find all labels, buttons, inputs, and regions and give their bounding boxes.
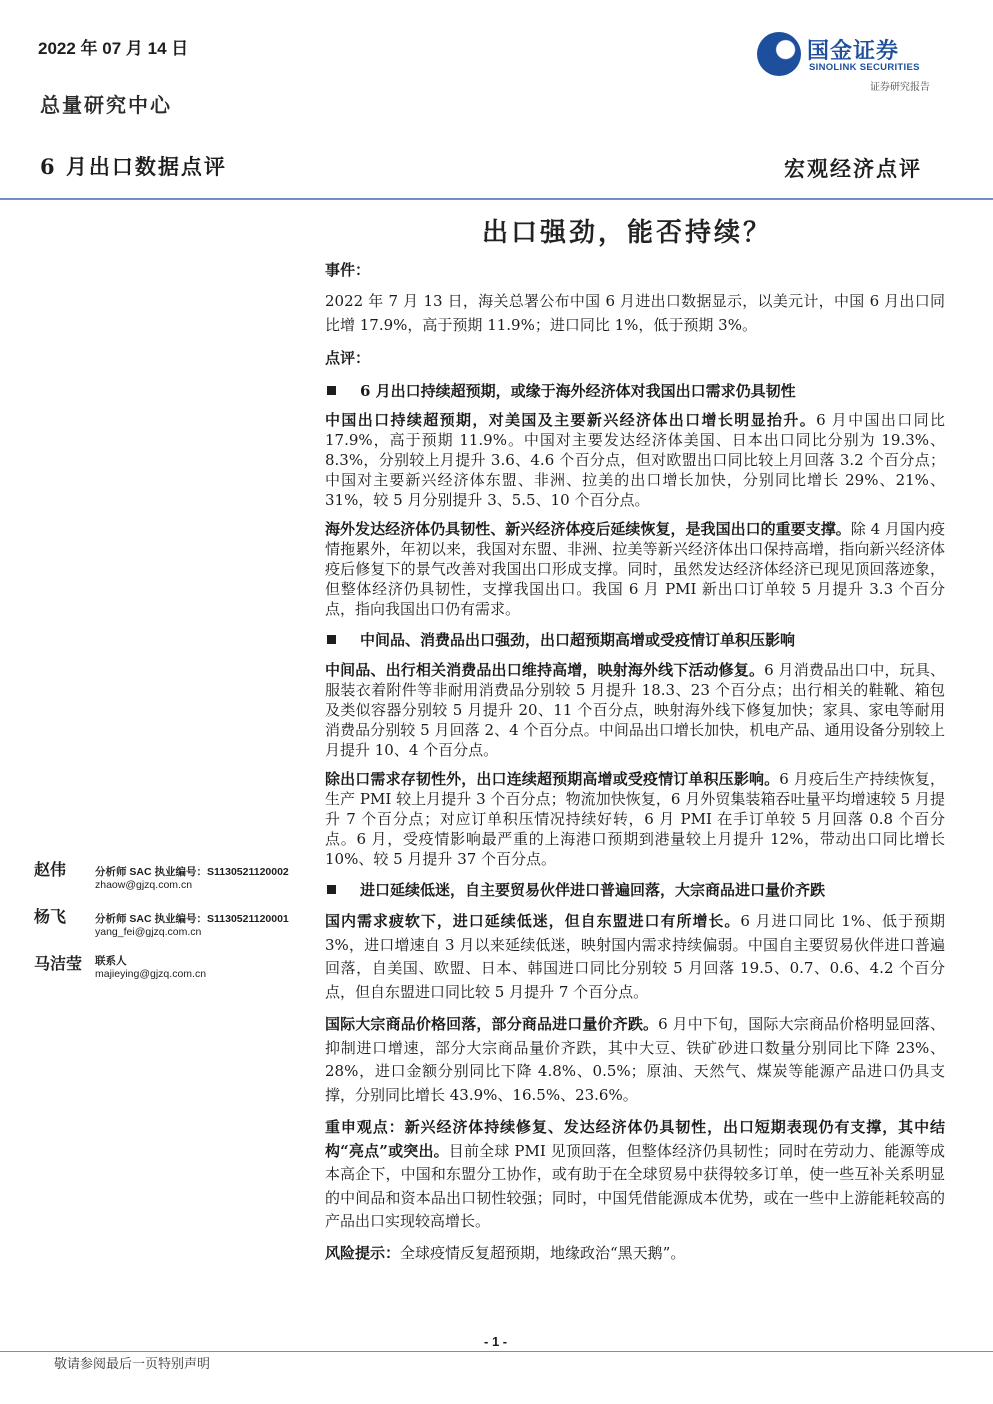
report-type: 证券研究报告 [870,82,930,93]
paragraph [325,1013,945,1107]
paragraph [325,519,945,619]
key-view-paragraph [325,1116,945,1234]
risk-text: 全球疫情反复超预期，地缘政治“黑天鹅”。 [400,1243,686,1262]
paragraph-lead: 国内需求疲软下，进口延续低迷，但自东盟进口有所增长。 [325,912,741,930]
section-heading [325,879,945,900]
paragraph [325,910,945,1004]
paragraph [325,769,945,869]
analyst-email[interactable]: yang_fei@gjzq.com.cn [95,926,202,938]
analyst-card [34,857,319,904]
risk-paragraph [325,1242,945,1266]
paragraph-lead: 国际大宗商品价格回落，部分商品进口量价齐跌。 [325,1015,659,1033]
event-label: 事件： [325,261,371,279]
paragraph-lead: 海外发达经济体仍具韧性、新兴经济体疫后延续恢复，是我国出口的重要支撑。 [325,520,851,538]
section-heading-text: 中间品、消费品出口强劲，出口超预期高增或受疫情订单积压影响 [360,631,796,649]
section-heading [325,380,945,401]
analyst-email[interactable]: zhaow@gjzq.com.cn [95,879,193,891]
header-divider [0,198,993,200]
logo-text-en: SINOLINK SECURITIES [809,62,920,73]
paragraph-text: 6 月疫后生产持续恢复，生产 PMI 较上月提升 3 个百分点；物流加快恢复，6 月外贸集装箱吞吐量平均增速较 5 月提升 7 个百分点；对应订单积压情况持续好转，6 月 PMI 在手订单较 5 月回落 0.8 个百分点。6 月，受疫情影响最严重的上海港口预期到港量较上月提升 12%，带动出口同比增长 10%、较 5 月提升 37 个百分点。 [325,770,945,868]
square-bullet-icon [327,386,336,395]
analyst-card [34,951,319,998]
report-category: 宏观经济点评 [784,156,922,181]
department-name: 总量研究中心 [40,93,172,117]
section-heading-text: 进口延续低迷，自主要贸易伙伴进口普遍回落，大宗商品进口量价齐跌 [360,881,826,899]
globe-logo-icon [757,32,801,76]
main-content [325,259,945,1265]
square-bullet-icon [327,635,336,644]
comment-label: 点评： [325,349,371,367]
logo-text-cn: 国金证券 [807,39,900,64]
footer-divider [0,1351,993,1352]
analyst-name: 赵伟 [34,860,67,879]
key-view-lead: 重申观点：新兴经济体持续修复、发达经济体仍具韧性，出口短期表现仍有支撑，其中结构“亮点”或突出。 [325,1118,945,1160]
page-number: - 1 - [484,1334,508,1349]
analyst-role: 联系人 [95,955,127,967]
paragraph-text: 6 月中下旬，国际大宗商品价格明显回落、抑制进口增速，部分大宗商品量价齐跌，其中大豆、铁矿砂进口数量分别同比下降 23%、28%，进口金额分别同比下降 4.8%、0.5%；原油、天然气、煤炭等能源产品进口仍具支撑，分别同比增长 43.9%、16.5%、23.6%。 [325,1015,945,1104]
page-title: 出口强劲，能否持续？ [482,218,773,248]
analyst-list [34,857,319,998]
report-topic: 6 月出口数据点评 [40,154,227,179]
paragraph-text: 6 月进口同比 1%、低于预期 3%，进口增速自 3 月以来延续低迷，映射国内需求持续偏弱。中国自主要贸易伙伴进口普遍回落，自美国、欧盟、日本、韩国进口同比分别较 5 月回落 19.5、0.7、0.6、4.2 个百分点，但自东盟进口同比较 5 月提升 7 个百分点。 [325,912,945,1001]
paragraph-lead: 除出口需求存韧性外，出口连续超预期高增或受疫情订单积压影响。 [325,770,780,788]
event-text: 2022 年 7 月 13 日，海关总署公布中国 6 月进出口数据显示，以美元计，中国 6 月出口同比增 17.9%，高于预期 11.9%；进口同比 1%，低于预期 3%。 [325,292,945,334]
paragraph [325,410,945,510]
analyst-email[interactable]: majieying@gjzq.com.cn [95,968,207,980]
section-heading [325,629,945,650]
analyst-name: 马洁莹 [34,954,83,973]
square-bullet-icon [327,885,336,894]
paragraph-lead: 中国出口持续超预期，对美国及主要新兴经济体出口增长明显抬升。 [325,411,817,429]
paragraph-text: 除 4 月国内疫情拖累外，年初以来，我国对东盟、非洲、拉美等新兴经济体出口保持高增，指向新兴经济体疫后修复下的景气改善对我国出口形成支撑。同时，虽然发达经济体经济已现见顶回落迹象，但整体经济仍具韧性，支撑我国出口。我国 6 月 PMI 新出口订单较 5 月提升 3.3 个百分点，指向我国出口仍有需求。 [325,520,945,618]
footer-disclaimer: 敬请参阅最后一页特别声明 [54,1357,211,1372]
analyst-role: 分析师 SAC 执业编号：S1130521120001 [95,913,289,925]
analyst-role: 分析师 SAC 执业编号：S1130521120002 [95,866,289,878]
analyst-card [34,904,319,951]
paragraph-lead: 中间品、出行相关消费品出口维持高增，映射海外线下活动修复。 [325,661,765,679]
analyst-name: 杨飞 [34,907,67,926]
section-heading-text: 6 月出口持续超预期，或缘于海外经济体对我国出口需求仍具韧性 [360,382,796,400]
company-logo [757,32,947,80]
paragraph-text: 6 月消费品出口中，玩具、服装衣着附件等非耐用消费品分别较 5 月提升 18.3、23 个百分点；出行相关的鞋靴、箱包及类似容器分别较 5 月提升 20、11 个百分点，映射海外线下修复加快；家具、家电等耐用消费品分别较 5 月回落 2、4 个百分点。中间品出口增长加快，机电产品、通用设备分别较上月提升 10、4 个百分点。 [325,661,945,759]
paragraph [325,660,945,760]
report-date: 2022 年 07 月 14 日 [38,39,189,58]
key-view-text: 目前全球 PMI 见顶回落，但整体经济仍具韧性；同时在劳动力、能源等成本高企下，中国和东盟分工协作，或有助于在全球贸易中获得较多订单，使一些互补关系明显的中间品和资本品出口韧性较强；同时，中国凭借能源成本优势，或在一些中上游能耗较高的产品出口实现较高增长。 [325,1141,945,1230]
risk-lead: 风险提示： [325,1243,401,1262]
paragraph-text: 6 月中国出口同比 17.9%，高于预期 11.9%。中国对主要发达经济体美国、日本出口同比分别为 19.3%、8.3%，分别较上月提升 3.6、4.6 个百分点，但对欧盟出口同比较上月回落 3.2 个百分点；中国对主要新兴经济体东盟、非洲、拉美的出口增长加快，分别同比增长 29%、21%、31%，较 5 月分别提升 3、5.5、10 个百分点。 [325,411,945,509]
